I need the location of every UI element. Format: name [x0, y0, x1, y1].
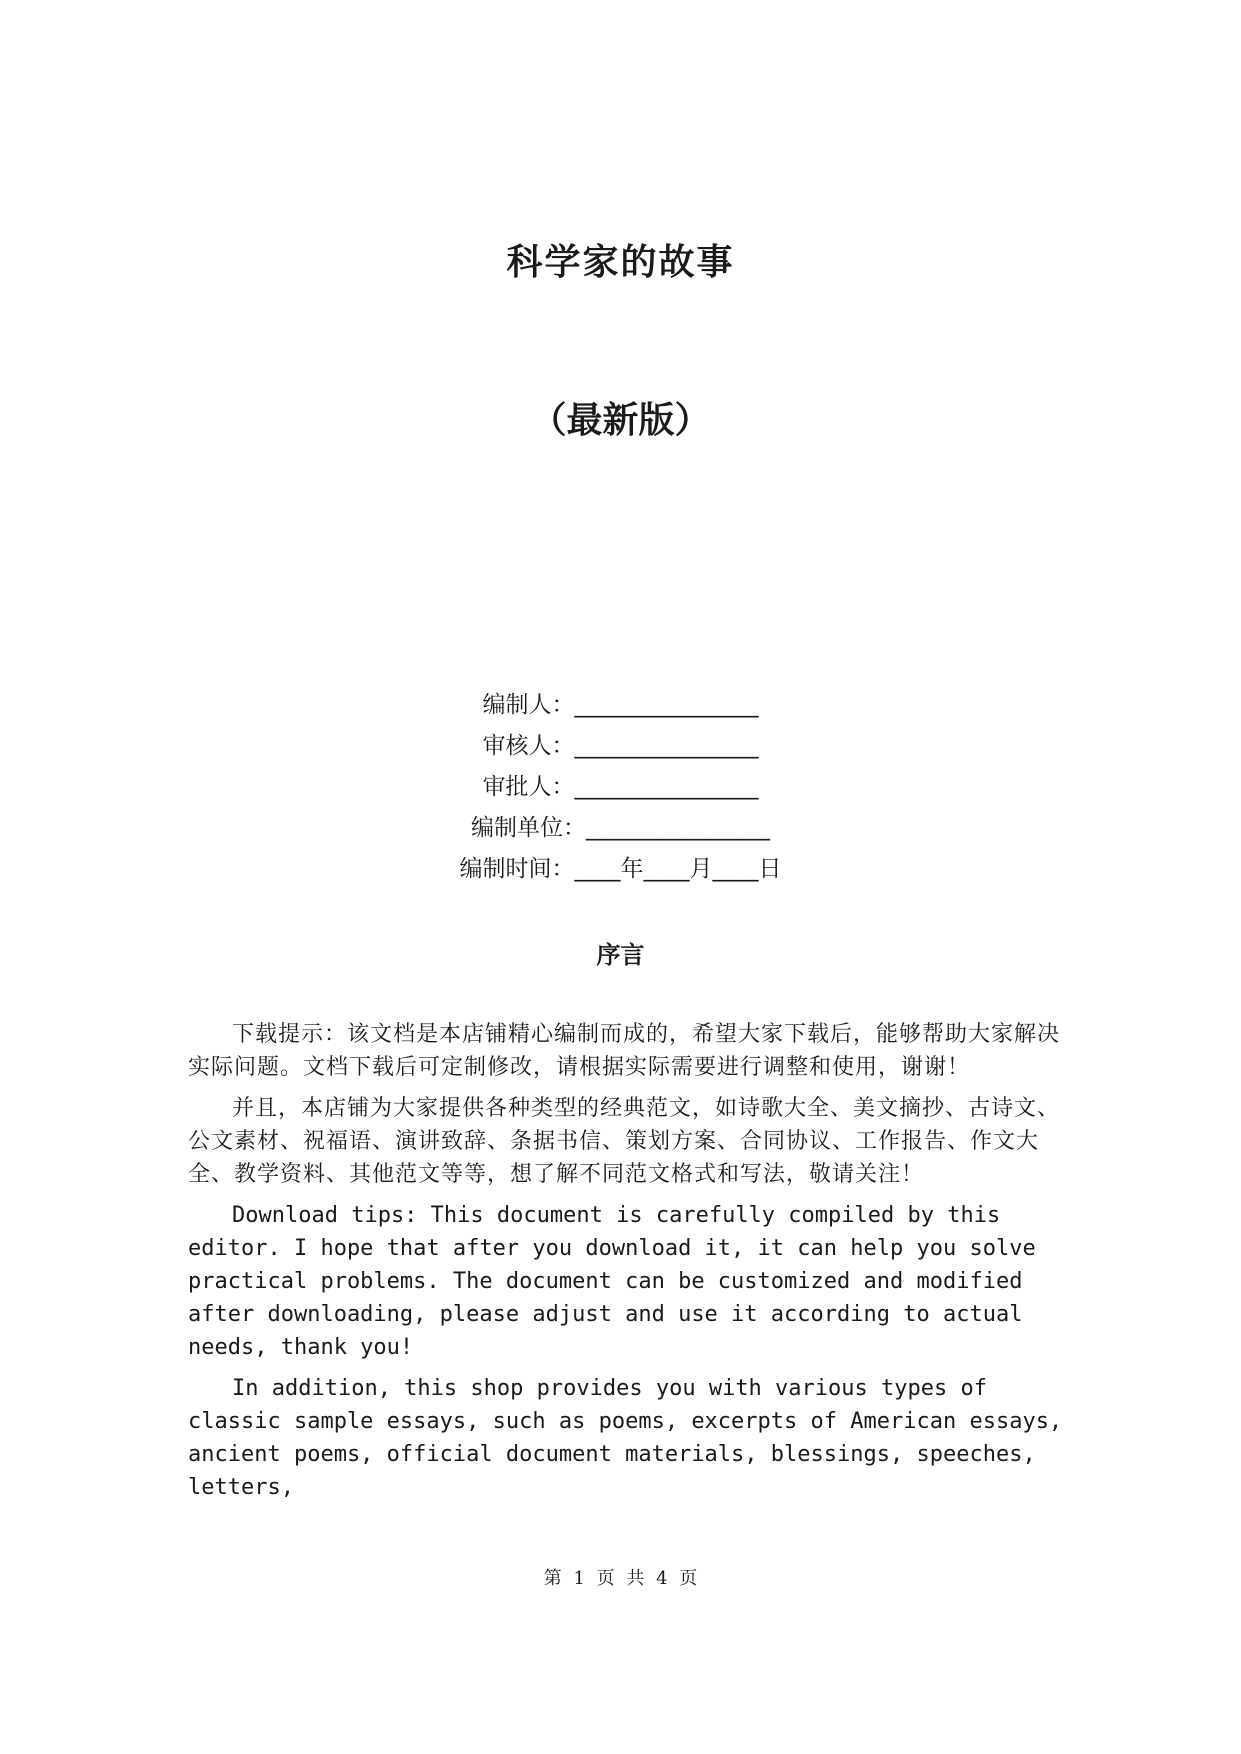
preface-heading: 序言: [596, 940, 645, 969]
signoff-label: 审批人：: [482, 774, 575, 800]
signoff-label: 编制人：: [482, 692, 575, 718]
signoff-label: 审核人：: [482, 733, 575, 759]
signoff-row-approver: [0, 767, 1241, 808]
signoff-label: 编制单位：: [471, 815, 586, 841]
signoff-row-date: [0, 849, 1241, 890]
signoff-blank: ____年____月____日: [574, 856, 782, 882]
page-footer: 第 1 页 共 4 页: [543, 1568, 698, 1589]
signoff-blank: ________________: [574, 774, 759, 800]
paragraph-shop-intro-cn: 并且，本店铺为大家提供各种类型的经典范文，如诗歌大全、美文摘抄、古诗文、公文素材、祝福语、演讲致辞、条据书信、策划方案、合同协议、工作报告、作文大全、教学资料、其他范文等等，想了解不同范文格式和写法，敬请关注！: [188, 1096, 1061, 1187]
signoff-blank: ________________: [574, 733, 759, 759]
paragraph-download-tip-en: Download tips: This document is carefully compiled by this editor. I hope that after you download it, it can help you solve practical problems. The document can be customized and modified after downloading, please adjust and use it according to actual needs, thank you!: [188, 1203, 1036, 1360]
paragraph-shop-intro-en: In addition, this shop provides you with various types of classic sample essays, such as poems, excerpts of American essays, ancient poems, official document materials, blessings, speeches, letters,: [188, 1376, 1063, 1500]
signoff-row-compiler: [0, 685, 1241, 726]
signoff-row-reviewer: [0, 726, 1241, 767]
document-title: 科学家的故事: [506, 241, 735, 283]
document-subtitle: （最新版）: [530, 399, 711, 441]
paragraph-download-tip-cn: 下载提示：该文档是本店铺精心编制而成的，希望大家下载后，能够帮助大家解决实际问题。文档下载后可定制修改，请根据实际需要进行调整和使用，谢谢！: [188, 1022, 1061, 1080]
signoff-row-unit: [0, 808, 1241, 849]
signoff-label: 编制时间：: [459, 856, 575, 882]
signoff-blank: ________________: [586, 815, 770, 841]
preface-body: [188, 1018, 1068, 1512]
signoff-block: [0, 685, 1241, 890]
signoff-blank: ________________: [574, 692, 759, 718]
